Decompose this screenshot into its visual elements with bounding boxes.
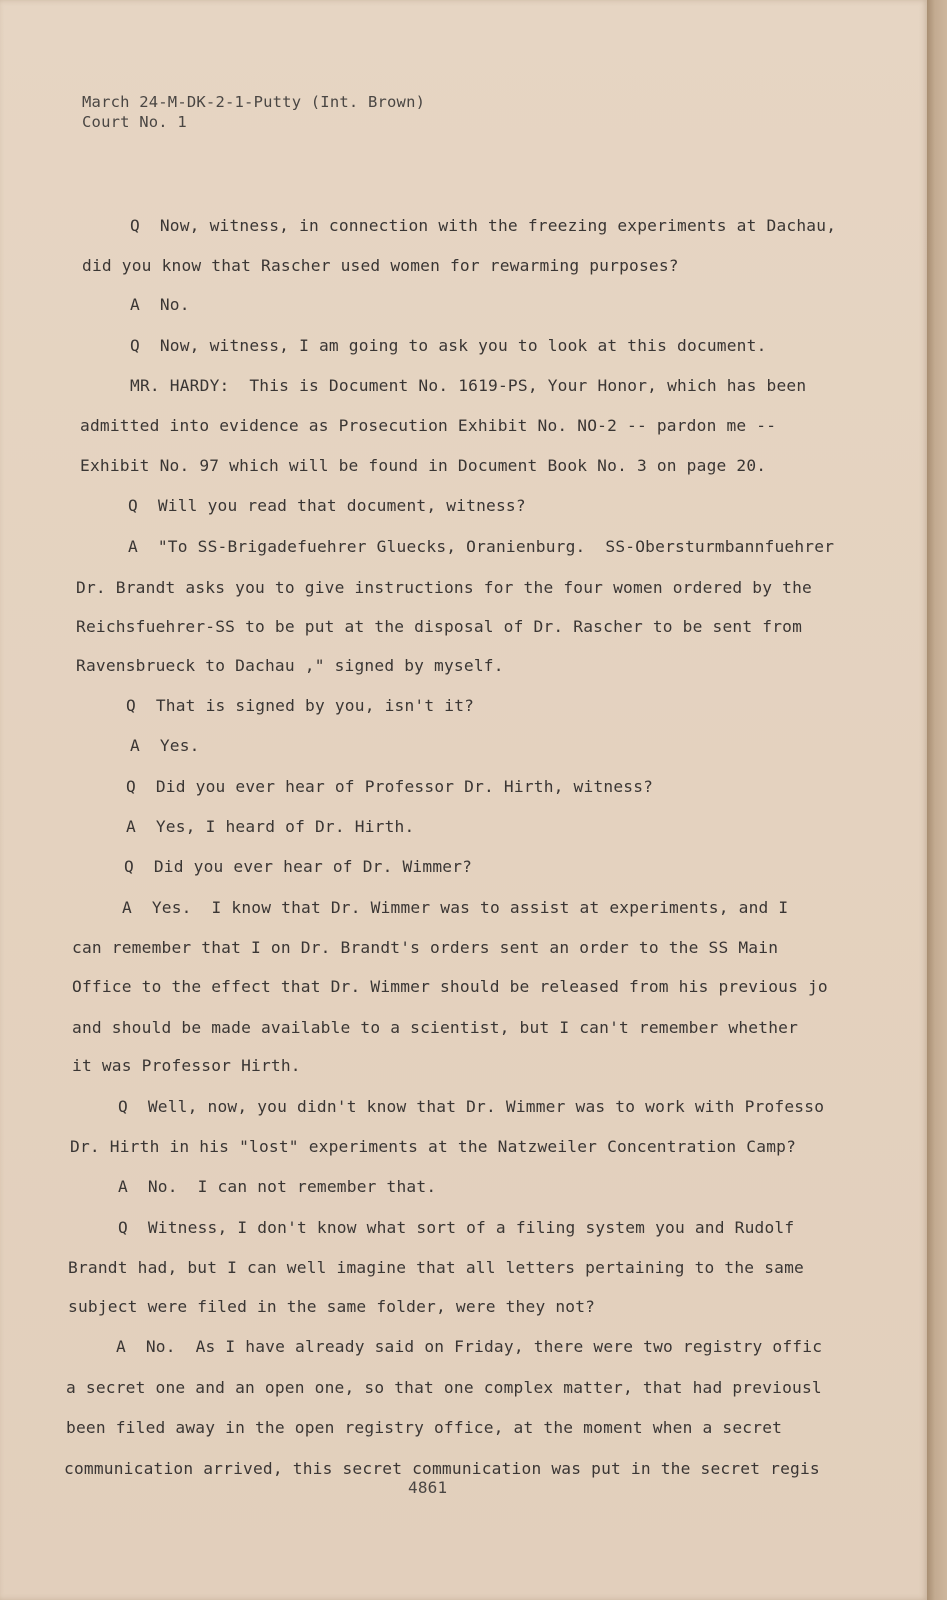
text-line: A Yes. [130,736,200,755]
text-line: can remember that I on Dr. Brandt's orders sent an order to the SS Main [72,938,779,957]
text-line: Brandt had, but I can well imagine that all letters pertaining to the same [68,1258,804,1277]
text-line: Q That is signed by you, isn't it? [126,696,475,715]
header-line-1: March 24-M-DK-2-1-Putty (Int. Brown) [82,93,426,111]
text-line: Q Now, witness, I am going to ask you to look at this document. [130,336,767,355]
text-line: Q Now, witness, in connection with the freezing experiments at Dachau, [130,216,837,235]
text-line: admitted into evidence as Prosecution Exhibit No. NO-2 -- pardon me -- [80,416,777,435]
text-line: Dr. Hirth in his "lost" experiments at the Natzweiler Concentration Camp? [70,1137,797,1156]
text-line: did you know that Rascher used women for rewarming purposes? [82,256,679,275]
text-line: MR. HARDY: This is Document No. 1619-PS, Your Honor, which has been [130,376,807,395]
text-line: a secret one and an open one, so that one complex matter, that had previousl [66,1378,822,1397]
text-line: communication arrived, this secret communication was put in the secret regis [64,1459,820,1478]
page-number: 4861 [408,1478,448,1497]
text-line: Reichsfuehrer-SS to be put at the disposal of Dr. Rascher to be sent from [76,617,803,636]
text-line: Exhibit No. 97 which will be found in Document Book No. 3 on page 20. [80,456,767,475]
text-line: Q Will you read that document, witness? [128,496,526,515]
text-line: it was Professor Hirth. [72,1056,301,1075]
text-line: A Yes, I heard of Dr. Hirth. [126,817,415,836]
text-line: Dr. Brandt asks you to give instructions for the four women ordered by the [76,578,812,597]
text-line: Ravensbrueck to Dachau ," signed by myself. [76,656,504,675]
text-line: Q Witness, I don't know what sort of a filing system you and Rudolf [118,1218,795,1237]
text-line: Office to the effect that Dr. Wimmer should be released from his previous jo [72,977,828,996]
header-line-2: Court No. 1 [82,113,187,131]
text-line: subject were filed in the same folder, were they not? [68,1297,596,1316]
text-line: and should be made available to a scientist, but I can't remember whether [72,1018,799,1037]
text-line: A "To SS-Brigadefuehrer Gluecks, Oranienburg. SS-Obersturmbannfuehrer [128,537,835,556]
text-line: Q Did you ever hear of Dr. Wimmer? [124,857,473,876]
page-edge-shadow [927,0,947,1600]
text-line: Q Well, now, you didn't know that Dr. Wimmer was to work with Professo [118,1097,825,1116]
text-line: A Yes. I know that Dr. Wimmer was to assist at experiments, and I [122,898,789,917]
text-line: A No. As I have already said on Friday, there were two registry offic [116,1337,823,1356]
text-line: A No. I can not remember that. [118,1177,437,1196]
text-line: A No. [130,295,190,314]
text-line: been filed away in the open registry office, at the moment when a secret [66,1418,783,1437]
text-line: Q Did you ever hear of Professor Dr. Hirth, witness? [126,777,654,796]
